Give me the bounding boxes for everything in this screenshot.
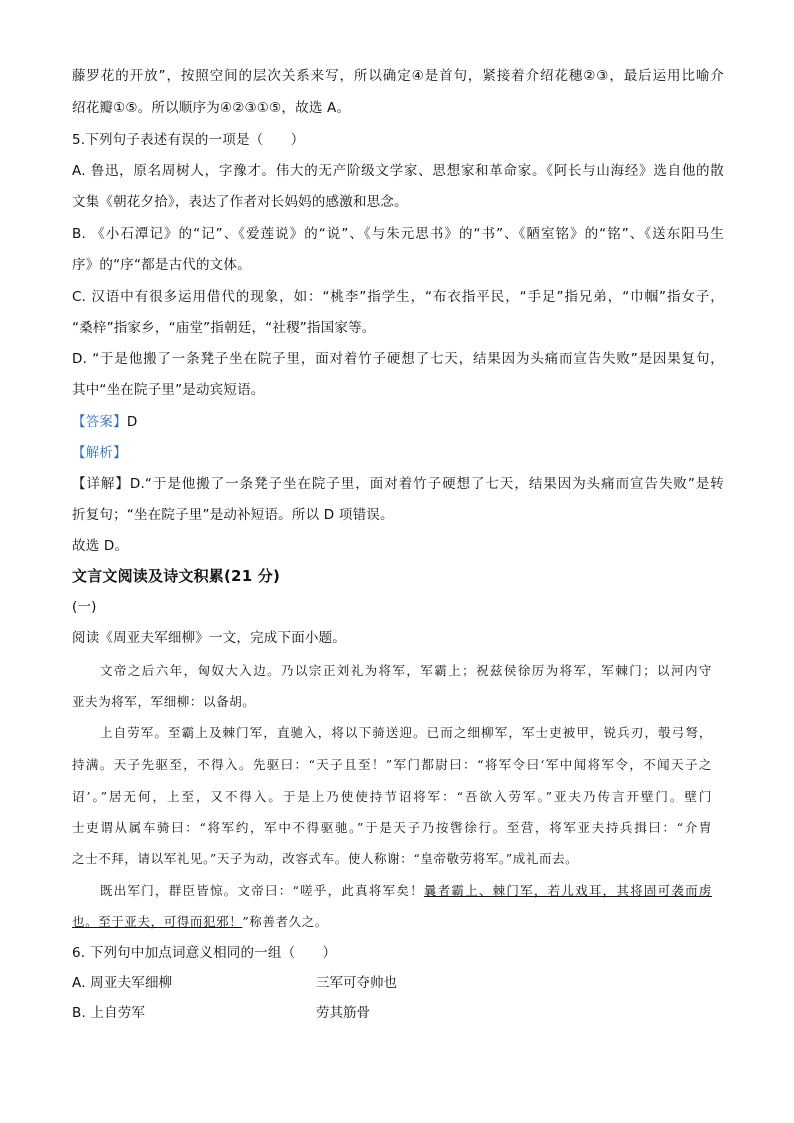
q5-option-b-line-1: B. 《小石潭记》的“记”、《爱莲说》的“说”、《与朱元思书》的“书”、《陋室铭》的“铭”、《送东阳马生 (72, 226, 724, 242)
passage-p1-line-1: 文帝之后六年，匈奴大入边。乃以宗正刘礼为将军，军霸上；祝兹侯徐厉为将军，军棘门；以河内守 (100, 663, 712, 678)
q5-option-c-line-2: “桑梓”指家乡，“庙堂”指朝廷，“社稷”指国家等。 (72, 320, 376, 336)
q5-option-a-line-2: 文集《朝花夕拾》，表达了作者对长妈妈的感激和思念。 (72, 194, 408, 210)
detail-line-2: 折复句；“坐在院子里”是动补短语。所以 D 项错误。 (72, 507, 394, 523)
passage-p1-line-2: 亚夫为将军，军细柳：以备胡。 (72, 694, 256, 709)
q5-option-d-line-1: D. “于是他搬了一条凳子坐在院子里，面对着竹子硬想了七天，结果因为头痛而宣告失败”是因果复句， (72, 351, 724, 367)
detail-text-1: D.“于是他搬了一条凳子坐在院子里，面对着竹子硬想了七天，结果因为头痛而宣告失败”是转 (129, 476, 724, 492)
underlined-sentence-part-2: 也。至于亚夫，可得而犯邪！ (72, 914, 243, 929)
section-heading: 文言文阅读及诗文积累(21 分) (72, 567, 281, 585)
passage-p2-line-2: 持满。天子先驱至，不得入。先驱曰：“天子且至！”军门都尉曰：“将军令曰‘军中闻将军令，不闻天子之 (72, 757, 712, 772)
passage-p2-line-1: 上自劳军。至霸上及棘门军，直驰入，将以下骑送迎。已而之细柳军，军士吏被甲，锐兵刃，彀弓弩， (100, 725, 712, 740)
q5-option-a-line-1: A. 鲁迅，原名周树人，字豫才。伟大的无产阶级文学家、思想家和革命家。《阿长与山海经》选自他的散 (72, 163, 724, 179)
question-5-stem: 5.下列句子表述有误的一项是（ ） (72, 132, 305, 148)
q5-option-b-line-2: 序》的“序“都是古代的文体。 (72, 257, 251, 273)
detail-line-1 (72, 474, 724, 494)
answer-row (72, 412, 137, 432)
passage-p2-line-5: 之士不拜，请以军礼见。”天子为动，改容式车。使人称谢：“皇帝敬劳将军。”成礼而去。 (72, 851, 579, 866)
analysis-row (72, 443, 127, 463)
conclusion: 故选 D。 (72, 538, 129, 554)
question-6-stem: 6. 下列句中加点词意义相同的一组（ ） (72, 945, 337, 961)
passage-p2-line-3: 诏’。”居无何，上至，又不得入。于是上乃使使持节诏将军：“吾欲入劳军。”亚夫乃传言开壁门。壁门 (72, 789, 712, 804)
q5-option-d-line-2: 其中“坐在院子里”是动宾短语。 (72, 382, 265, 398)
q6-option-a-left: A. 周亚夫军细柳 (72, 975, 173, 991)
underlined-sentence-part-1: 曩者霸上、棘门军，若儿戏耳，其将固可袭而虏 (423, 883, 712, 898)
section-instruction: 阅读《周亚夫军细柳》一文，完成下面小题。 (72, 630, 346, 646)
intro-line-2: 绍花瓣①⑤。所以顺序为④②③①⑤，故选 A。 (72, 100, 351, 116)
q6-option-b-left: B. 上自劳军 (72, 1005, 146, 1021)
passage-p3-tail: ”称善者久之。 (242, 914, 328, 929)
q5-option-c-line-1: C. 汉语中有很多运用借代的现象，如：“桃李”指学生，“布衣指平民，“手足”指兄弟，“巾帼”指女子， (72, 289, 724, 305)
answer-value: D (126, 414, 138, 430)
analysis-label: 【解析】 (72, 445, 127, 461)
q6-option-b-right: 劳其筋骨 (316, 1005, 370, 1021)
section-part: (一) (72, 599, 97, 615)
answer-label: 【答案】 (72, 414, 127, 430)
passage-p2-line-4: 士吏谓从属车骑曰：“将军约，军中不得驱驰。”于是天子乃按辔徐行。至营，将军亚夫持兵揖曰：“介胄 (72, 820, 712, 835)
passage-p3-line-2 (72, 912, 328, 932)
intro-line-1: 藤罗花的开放”，按照空间的层次关系来写，所以确定④是首句，紧接着介绍花穗②③，最后运用比喻介 (72, 68, 724, 84)
q6-option-a-right: 三军可夺帅也 (316, 975, 397, 991)
passage-p3-lead: 既出军门，群臣皆惊。文帝曰：“嗟乎，此真将军矣！ (100, 883, 424, 898)
passage-p3-line-1 (100, 881, 712, 901)
detail-label: 【详解】 (72, 476, 130, 492)
